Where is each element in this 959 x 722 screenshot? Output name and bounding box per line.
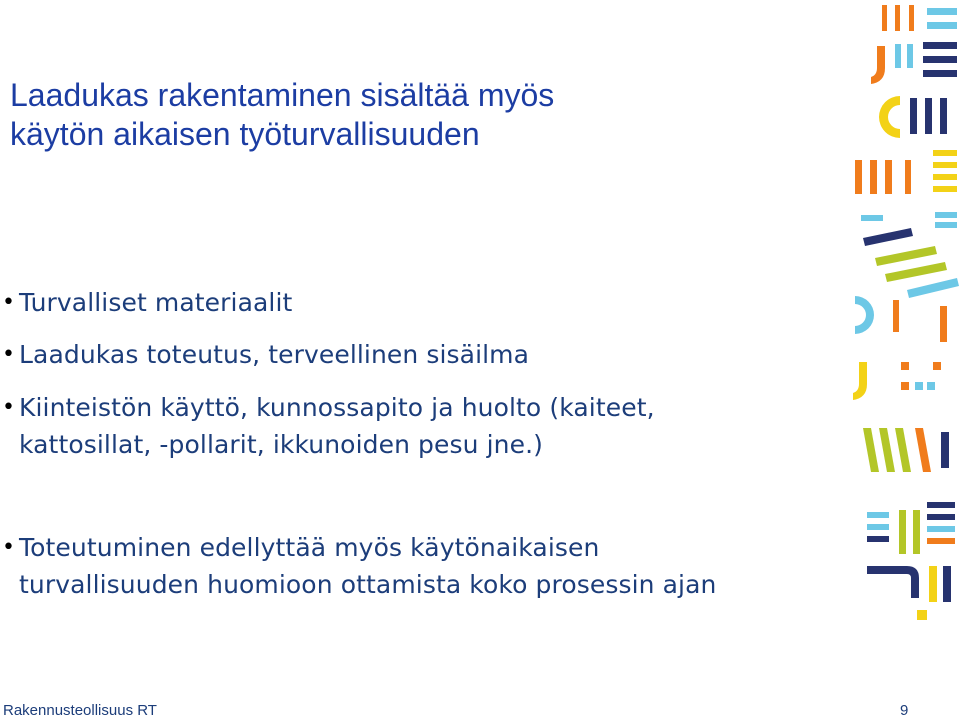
bullet-text: Turvalliset materiaalit — [19, 288, 293, 317]
bullet-item — [0, 389, 655, 463]
footer-organization: Rakennusteollisuus RT — [3, 702, 157, 719]
bullet-marker: • — [2, 395, 16, 420]
bullet-item — [0, 529, 716, 603]
bullet-marker: • — [2, 342, 16, 367]
bullet-text: Toteutuminen edellyttää myös käytönaikaisen — [19, 533, 600, 562]
bullet-text: Kiinteistön käyttö, kunnossapito ja huolto (kaiteet, — [19, 393, 655, 422]
bullet-item — [0, 284, 292, 321]
bullet-marker: • — [2, 535, 16, 560]
page-number: 9 — [900, 702, 909, 719]
slide-title-line-2: käytön aikaisen työturvallisuuden — [10, 116, 480, 152]
bullet-text: Laadukas toteutus, terveellinen sisäilma — [19, 340, 530, 369]
brand-pattern-graphic — [845, 0, 959, 640]
slide-title-line-1: Laadukas rakentaminen sisältää myös — [10, 77, 555, 113]
bullet-marker: • — [2, 290, 16, 315]
bullet-item — [0, 336, 529, 373]
bullet-text-continuation: turvallisuuden huomioon ottamista koko prosessin ajan — [19, 570, 717, 599]
bullet-text-continuation: kattosillat, -pollarit, ikkunoiden pesu jne.) — [19, 430, 543, 459]
